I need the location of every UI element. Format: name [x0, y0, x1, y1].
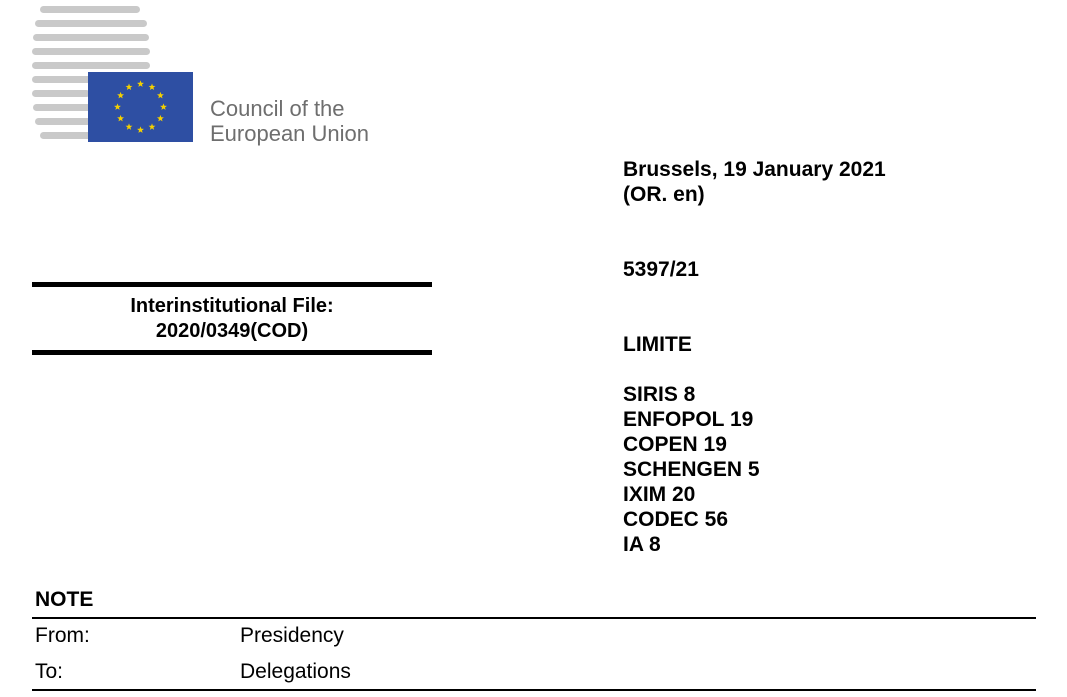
classification-label: LIMITE — [623, 333, 692, 356]
file-box-top-rule — [32, 282, 432, 287]
to-value: Delegations — [240, 660, 351, 683]
note-top-rule — [32, 617, 1036, 619]
date-block — [623, 157, 886, 207]
original-language: (OR. en) — [623, 183, 705, 206]
from-label: From: — [35, 624, 90, 647]
subject-codes — [623, 382, 760, 557]
subject-code: COPEN 19 — [623, 433, 727, 456]
document-number: 5397/21 — [623, 258, 699, 281]
interinstitutional-file-number: 2020/0349(COD) — [155, 320, 309, 342]
note-bottom-rule — [32, 689, 1036, 691]
file-box-bottom-rule — [32, 350, 432, 355]
eu-council-logo-icon — [28, 0, 208, 150]
interinstitutional-file-label: Interinstitutional File: — [130, 295, 334, 317]
org-line-2: European Union — [210, 121, 370, 146]
subject-code: SCHENGEN 5 — [623, 458, 760, 481]
subject-code: IXIM 20 — [623, 483, 696, 506]
from-value: Presidency — [240, 624, 344, 647]
subject-code: CODEC 56 — [623, 508, 729, 531]
organisation-name — [210, 96, 369, 146]
note-title: NOTE — [35, 588, 94, 611]
place-date: Brussels, 19 January 2021 — [623, 158, 886, 181]
subject-code: ENFOPOL 19 — [623, 408, 754, 431]
org-line-1: Council of the — [210, 96, 345, 121]
subject-code: IA 8 — [623, 533, 661, 556]
subject-code: SIRIS 8 — [623, 383, 696, 406]
to-label: To: — [35, 660, 64, 683]
interinstitutional-file — [32, 294, 432, 344]
